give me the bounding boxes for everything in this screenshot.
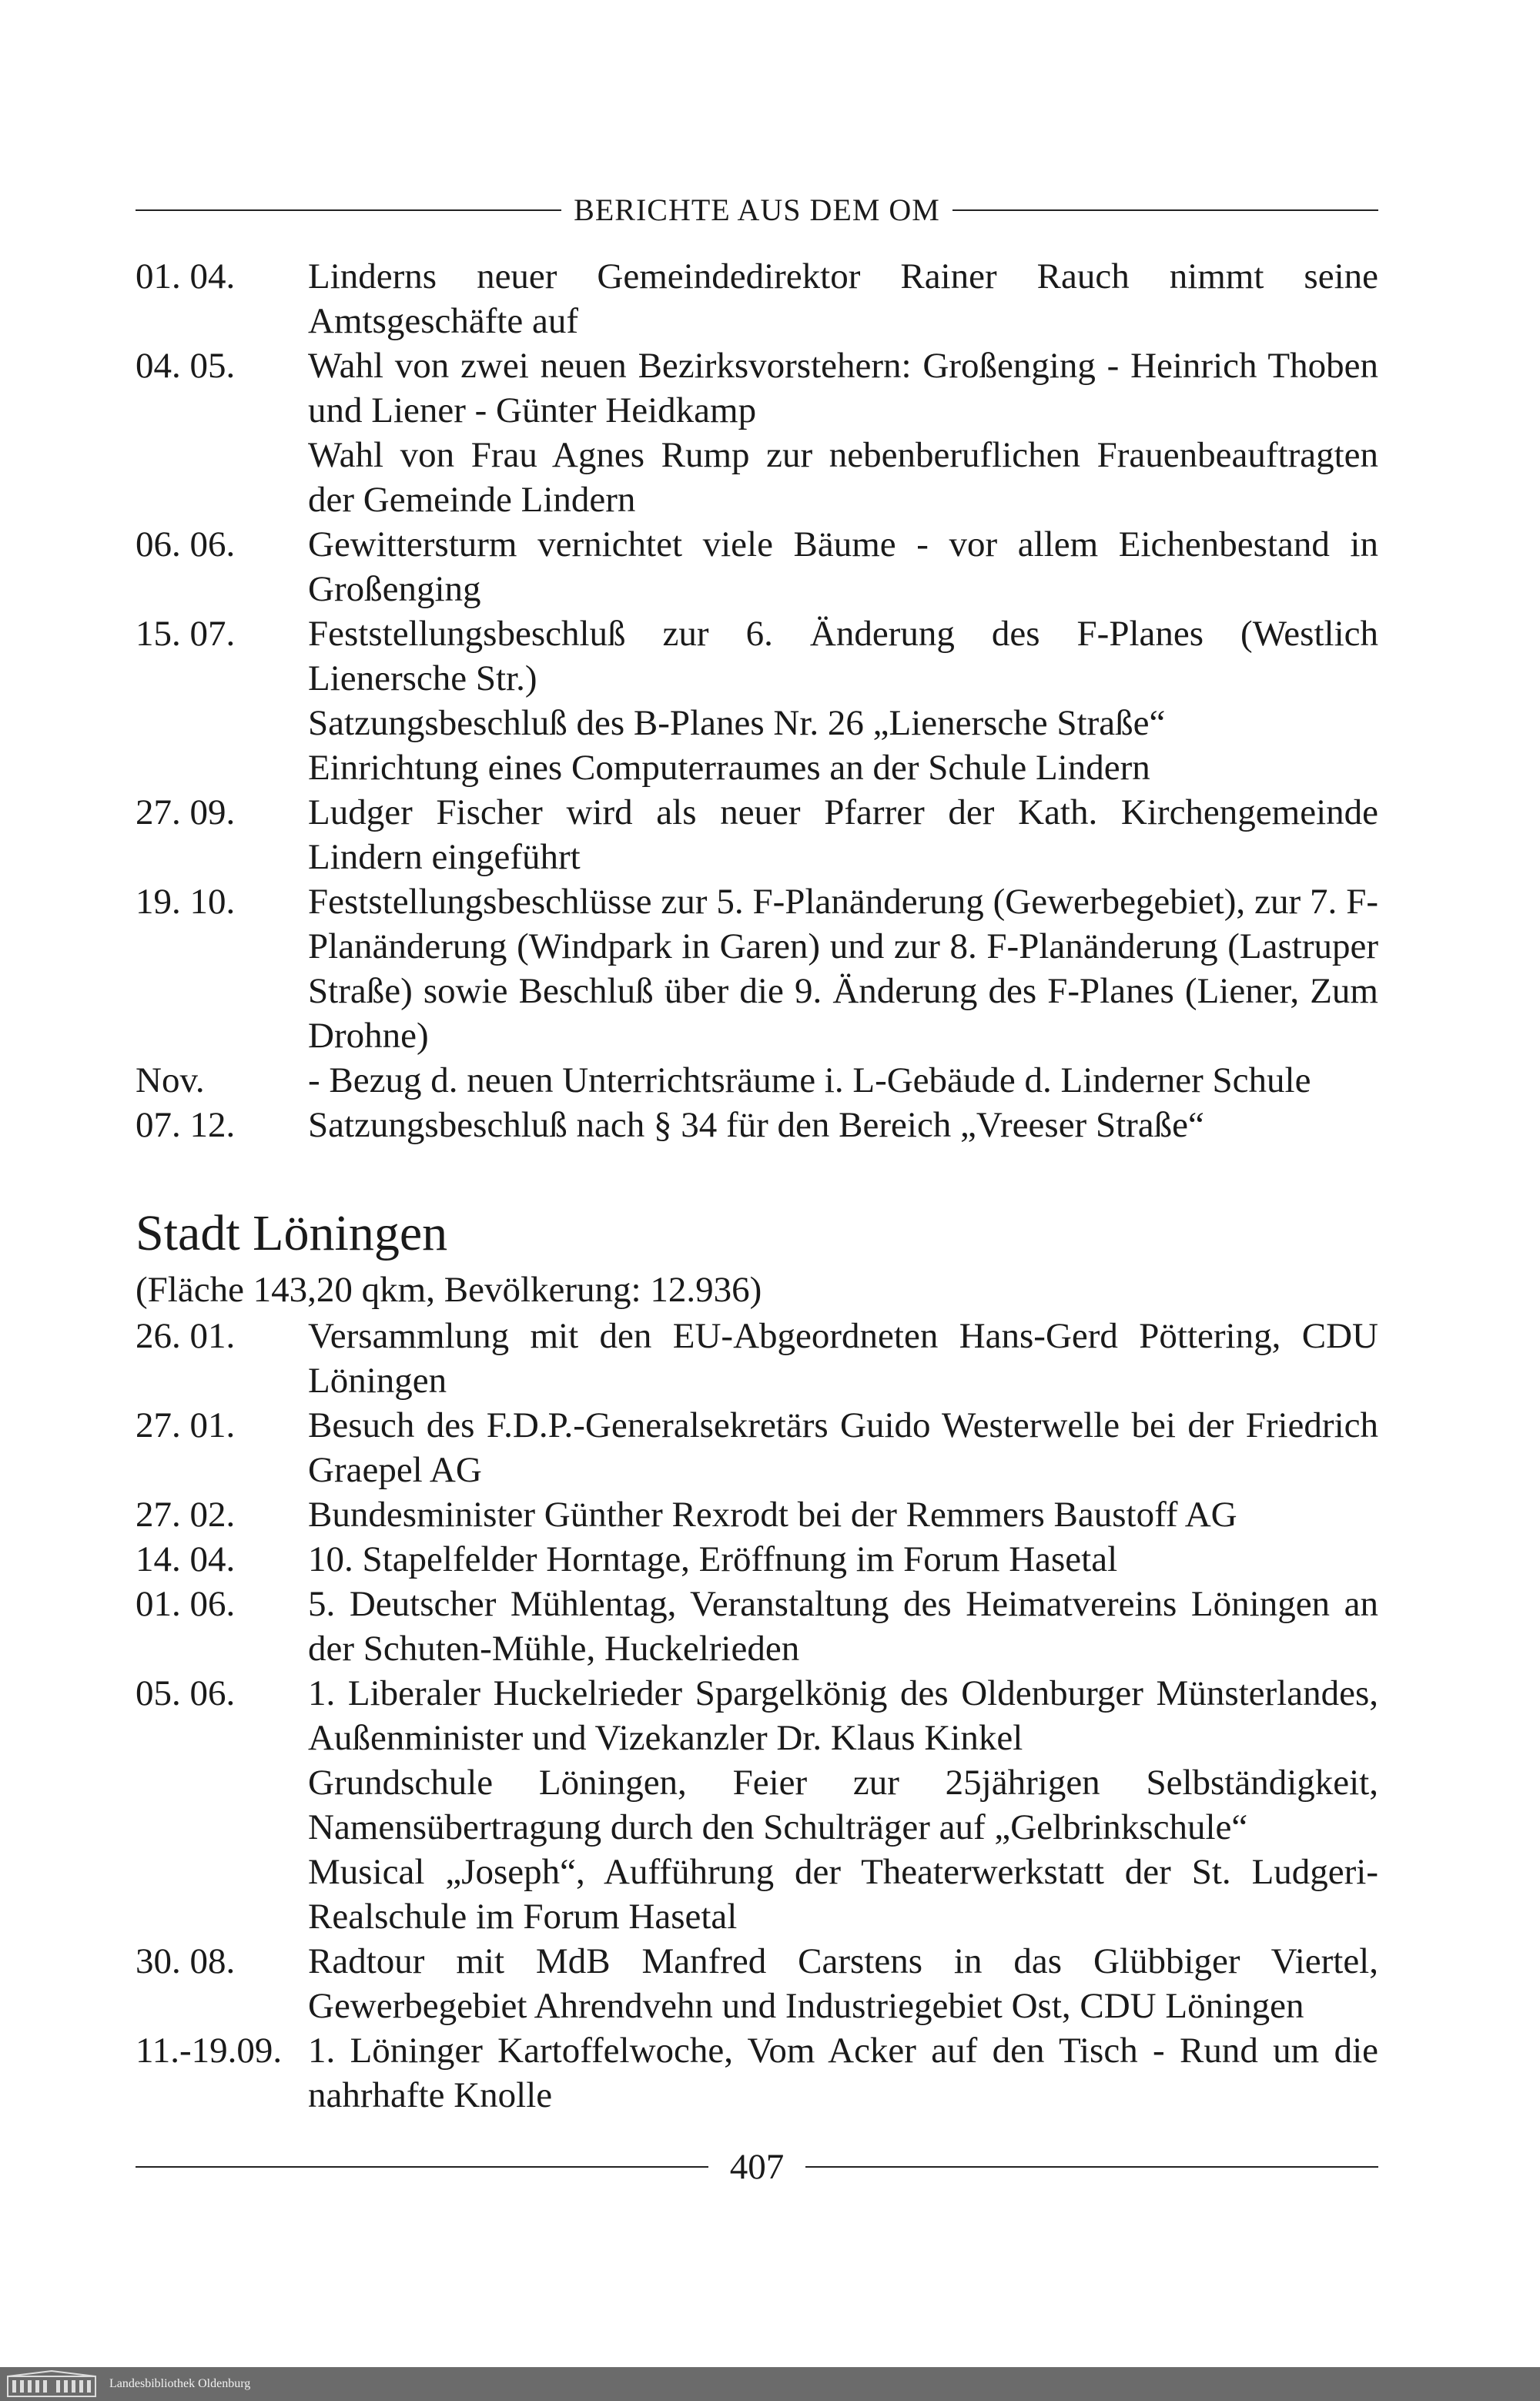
chronicle-entry [136,1850,1378,1939]
entry-date: 26. 01. [136,1316,236,1356]
chronicle-entry [136,1671,1378,1760]
entry-date: 14. 04. [136,1539,236,1579]
page-footer [136,2145,1378,2188]
running-header-title: BERICHTE AUS DEM OM [574,193,940,227]
section-subtitle: (Fläche 143,20 qkm, Bevölkerung: 12.936) [136,1270,762,1310]
entry-text: Ludger Fischer wird als neuer Pfarrer der Kath. Kirchengemeinde Lindern eingeführt [308,792,1378,877]
entry-text: Grundschule Löningen, Feier zur 25jährigen Selbständigkeit, Namensübertragung durch den Schulträger auf „Gelbrinkschule“ [308,1763,1378,1847]
chronicle-entry [136,1760,1378,1850]
entry-text: - Bezug d. neuen Unterrichtsräume i. L-Gebäude d. Linderner Schule [308,1060,1311,1100]
entry-date: 11.-19.09. [136,2031,283,2071]
entry-text: 10. Stapelfelder Horntage, Eröffnung im Forum Hasetal [308,1539,1118,1579]
entry-date: 27. 09. [136,792,236,832]
entry-date: 15. 07. [136,614,236,654]
entry-text: Linderns neuer Gemeindedirektor Rainer Rauch nimmt seine Amtsgeschäfte auf [308,256,1378,341]
chronicle-entry [136,1582,1378,1671]
entry-date [136,1850,308,1939]
entry-date: 19. 10. [136,882,236,922]
entry-text: 1. Löninger Kartoffelwoche, Vom Acker auf den Tisch - Rund um die nahrhafte Knolle [308,2031,1378,2115]
footer-rule-left [136,2166,708,2168]
entry-date [136,745,308,790]
entry-text: Musical „Joseph“, Aufführung der Theaterwerkstatt der St. Ludgeri-Realschule im Forum Hasetal [308,1852,1378,1937]
entry-text: Wahl von zwei neuen Bezirksvorstehern: Großenging - Heinrich Thoben und Liener - Günter Heidkamp [308,346,1378,430]
entry-text: Satzungsbeschluß nach § 34 für den Bereich „Vreeser Straße“ [308,1105,1204,1145]
footer-rule-right [805,2166,1378,2168]
entry-date: 01. 06. [136,1584,236,1624]
entry-date [136,1760,308,1850]
entry-date: 30. 08. [136,1941,236,1981]
entry-text: Besuch des F.D.P.-Generalsekretärs Guido Westerwelle bei der Friedrich Graepel AG [308,1405,1378,1490]
entry-date: 06. 06. [136,524,236,564]
entry-date: 27. 01. [136,1405,236,1445]
library-building-icon [6,2370,97,2398]
entry-text: Satzungsbeschluß des B-Planes Nr. 26 „Lienersche Straße“ [308,703,1166,743]
chronicle-entry [136,1403,1378,1492]
entry-text: Versammlung mit den EU-Abgeordneten Hans-Gerd Pöttering, CDU Löningen [308,1316,1378,1401]
chronicle-entry [136,343,1378,433]
chronicle-entry [136,745,1378,790]
chronicle-entry [136,701,1378,745]
chronicle-entry [136,611,1378,701]
chronicle-entry [136,2028,1378,2118]
entry-date: Nov. [136,1060,205,1100]
entry-text: Feststellungsbeschlüsse zur 5. F-Planänderung (Gewerbegebiet), zur 7. F-Planänderung (Windpark in Garen) und zur 8. F-Planänderung (Lastruper Straße) sowie Beschluß über die 9. Änderung des F-Planes (Liener, Zum Drohne) [308,882,1378,1056]
entry-text: Feststellungsbeschluß zur 6. Änderung des F-Planes (Westlich Lienersche Str.) [308,614,1378,698]
chronicle-lindern [136,254,1378,1147]
library-footer-bar [0,2367,1540,2401]
entry-date: 04. 05. [136,346,236,386]
header-rule-left [136,209,561,211]
entry-date [136,701,308,745]
entry-text: Bundesminister Günther Rexrodt bei der Remmers Baustoff AG [308,1495,1237,1535]
entry-text: Einrichtung eines Computerraumes an der Schule Lindern [308,748,1150,788]
chronicle-entry [136,254,1378,343]
entry-text: Radtour mit MdB Manfred Carstens in das Glübbiger Viertel, Gewerbegebiet Ahrendvehn und Industriegebiet Ost, CDU Löningen [308,1941,1378,2026]
entry-text: 5. Deutscher Mühlentag, Veranstaltung des Heimatvereins Löningen an der Schuten-Mühle, Huckelrieden [308,1584,1378,1669]
chronicle-entry [136,522,1378,611]
section-title: Stadt Löningen [136,1205,448,1261]
page-number: 407 [729,2146,785,2187]
entry-date: 01. 04. [136,256,236,296]
chronicle-entry [136,790,1378,879]
entry-text: Gewittersturm vernichtet viele Bäume - vor allem Eichenbestand in Großenging [308,524,1378,609]
running-header [136,191,1378,229]
chronicle-entry [136,1314,1378,1403]
header-rule-right [952,209,1378,211]
library-name: Landesbibliothek Oldenburg [109,2377,251,2390]
entry-date: 07. 12. [136,1105,236,1145]
entry-date [136,433,308,522]
entry-date: 27. 02. [136,1495,236,1535]
entry-text: Wahl von Frau Agnes Rump zur nebenberuflichen Frauenbeauftragten der Gemeinde Lindern [308,435,1378,520]
entry-text: 1. Liberaler Huckelrieder Spargelkönig des Oldenburger Münsterlandes, Außenminister und Vizekanzler Dr. Klaus Kinkel [308,1673,1378,1758]
chronicle-entry [136,1537,1378,1582]
chronicle-entry [136,1058,1378,1103]
chronicle-entry [136,1492,1378,1537]
chronicle-entry [136,879,1378,1058]
chronicle-entry [136,1939,1378,2028]
chronicle-entry [136,1103,1378,1147]
chronicle-entry [136,433,1378,522]
chronicle-loeningen [136,1314,1378,2118]
entry-date: 05. 06. [136,1673,236,1713]
